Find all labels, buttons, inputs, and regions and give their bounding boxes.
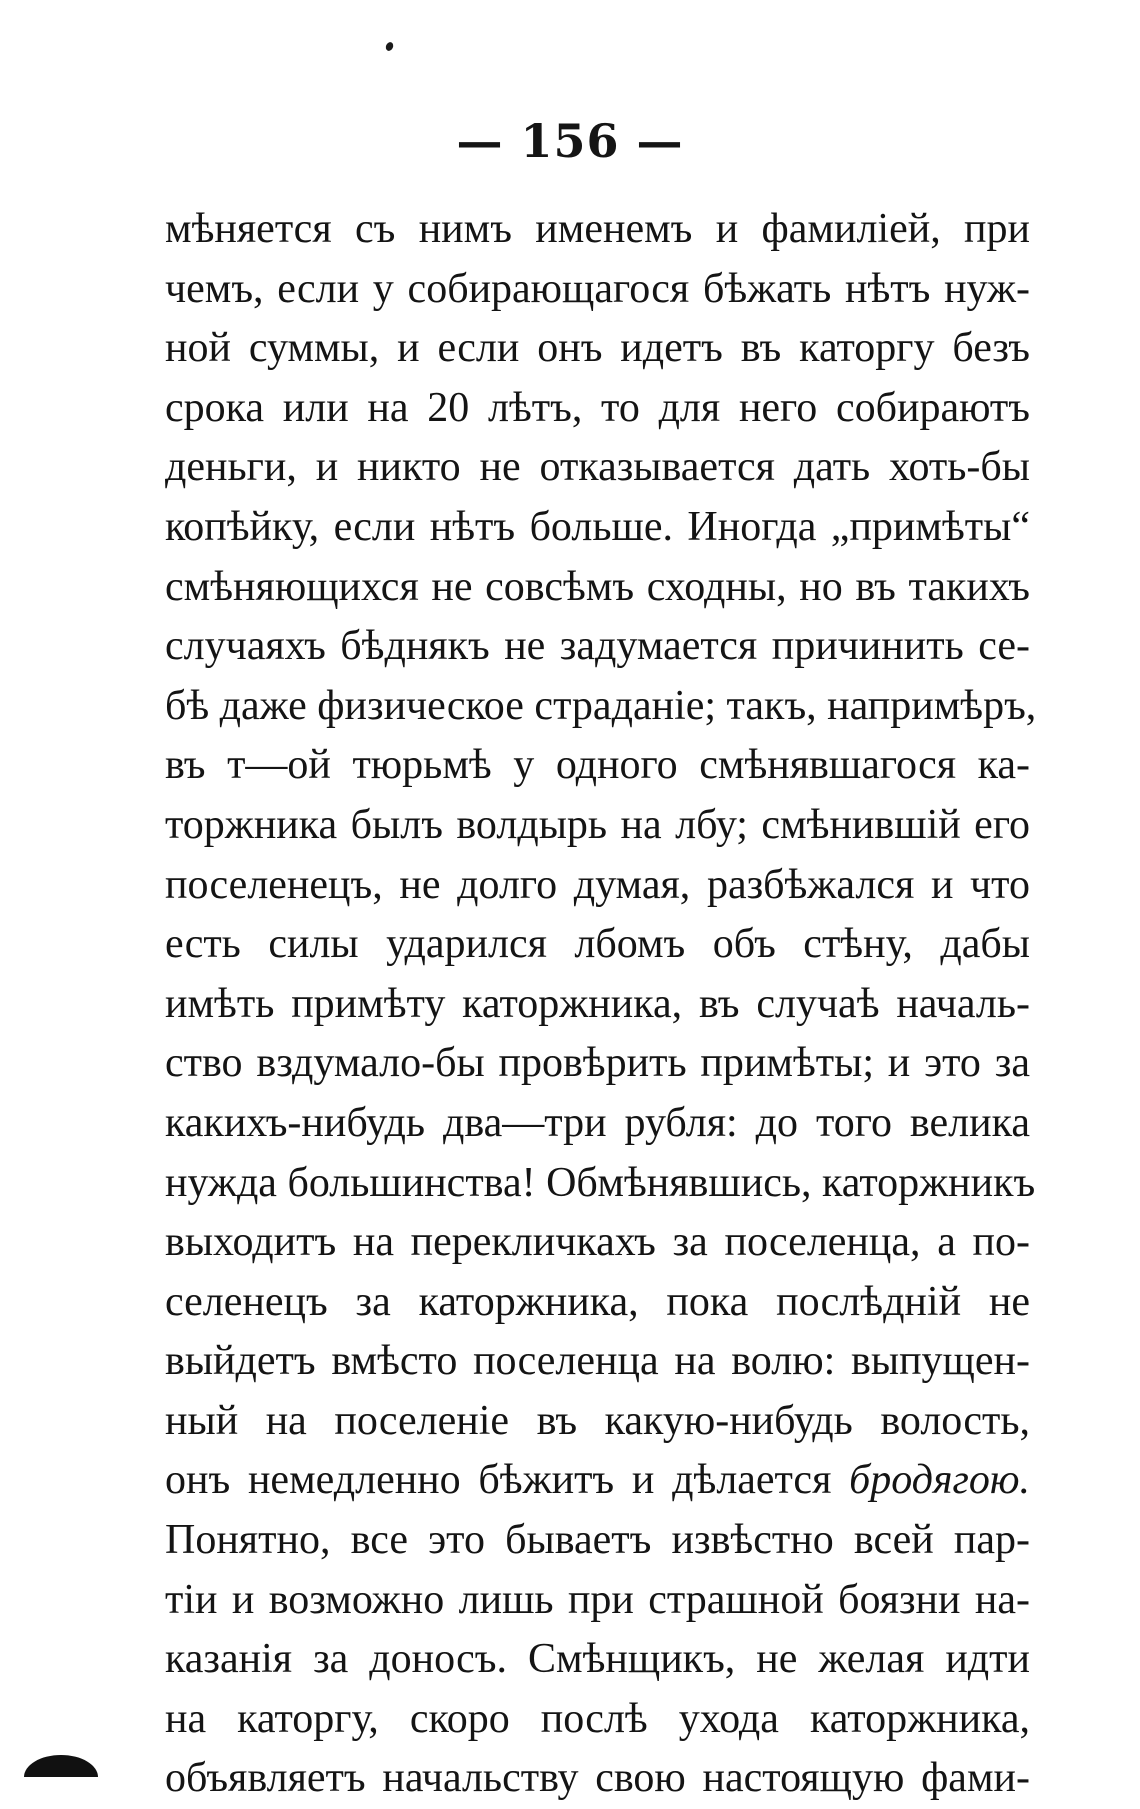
text-line: копѣйку, если нѣтъ больше. Иногда „примѣты“ bbox=[165, 503, 1030, 550]
text-line: тіи и возможно лишь при страшной боязни на- bbox=[165, 1576, 1030, 1623]
text-line: нужда большинства! Обмѣнявшись, каторжникъ bbox=[165, 1159, 1036, 1206]
text-line: поселенецъ, не долго думая, разбѣжался и что bbox=[165, 861, 1030, 908]
text-line: ство вздумало-бы провѣрить примѣты; и это за bbox=[165, 1040, 1030, 1087]
text-line-with-italic bbox=[165, 1451, 1030, 1511]
ink-speck bbox=[384, 41, 394, 52]
ink-smudge bbox=[24, 1755, 98, 1777]
text-line: смѣняющихся не совсѣмъ сходны, но въ такихъ bbox=[165, 563, 1030, 610]
italic-word: бродягою. bbox=[849, 1457, 1030, 1504]
text-line: деньги, и никто не отказывается дать хоть-бы bbox=[165, 444, 1030, 491]
text-line: селенецъ за каторжника, пока послѣдній не bbox=[165, 1278, 1030, 1325]
text-line: имѣть примѣту каторжника, въ случаѣ началь- bbox=[165, 980, 1030, 1027]
text-line: торжника былъ волдырь на лбу; смѣнившій его bbox=[165, 801, 1030, 848]
text-line: на каторгу, скоро послѣ ухода каторжника, bbox=[165, 1695, 1030, 1742]
text-line: выйдетъ вмѣсто поселенца на волю: выпущен- bbox=[165, 1338, 1030, 1385]
text-line: ный на поселеніе въ какую-нибудь волость, bbox=[165, 1397, 1030, 1444]
text-line-start: онъ немедленно бѣжитъ и дѣлается bbox=[165, 1457, 832, 1504]
text-line: случаяхъ бѣднякъ не задумается причинить се- bbox=[165, 623, 1030, 670]
text-line: мѣняется съ нимъ именемъ и фамиліей, при bbox=[165, 206, 1030, 252]
text-line: казанія за доносъ. Смѣнщикъ, не желая идти bbox=[165, 1636, 1030, 1683]
text-line: ной суммы, и если онъ идетъ въ каторгу безъ bbox=[165, 325, 1030, 372]
text-line: въ т—ой тюрьмѣ у одного смѣнявшагося ка- bbox=[165, 742, 1030, 789]
text-line: срока или на 20 лѣтъ, то для него собираютъ bbox=[165, 384, 1030, 431]
text-line: чемъ, если у собирающагося бѣжать нѣтъ нуж- bbox=[165, 265, 1030, 312]
text-line: объявляетъ начальству свою настоящую фами- bbox=[165, 1755, 1030, 1802]
text-line: Понятно, все это бываетъ извѣстно всей пар- bbox=[165, 1517, 1030, 1564]
text-line: есть силы ударился лбомъ объ стѣну, дабы bbox=[165, 921, 1030, 968]
page-number: — 156 — bbox=[456, 114, 684, 168]
text-line: бѣ даже физическое страданіе; такъ, напримѣръ, bbox=[165, 682, 1037, 729]
text-line: какихъ-нибудь два—три рубля: до того велика bbox=[165, 1099, 1030, 1146]
text-line: выходитъ на перекличкахъ за поселенца, а по- bbox=[165, 1219, 1030, 1266]
body-text bbox=[165, 200, 1037, 1809]
